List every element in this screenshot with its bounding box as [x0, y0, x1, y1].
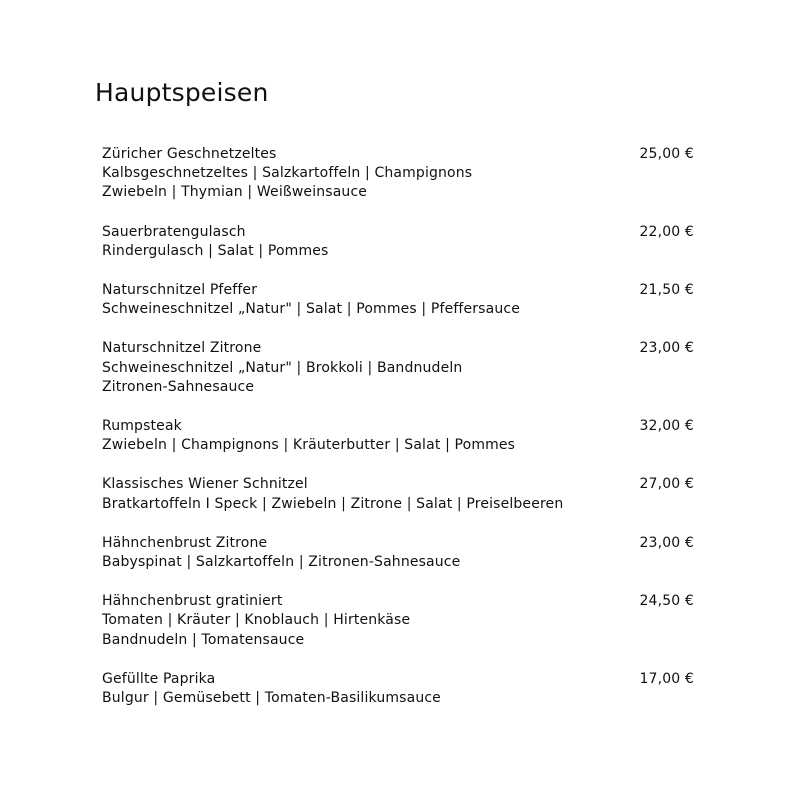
dish-list: [102, 145, 694, 728]
dish-name: Naturschnitzel Pfeffer: [102, 282, 258, 299]
dish-description-line: Zitronen-Sahnesauce: [102, 378, 255, 395]
dish-price: 21,50 €: [639, 282, 694, 299]
dish-description-line: Bratkartoffeln I Speck | Zwiebeln | Zitrone | Salat | Preiselbeeren: [102, 495, 564, 512]
dish-item: [102, 339, 694, 397]
dish-price: 32,00 €: [639, 418, 694, 435]
dish-name: Züricher Geschnetzeltes: [102, 146, 277, 162]
dish-name: Naturschnitzel Zitrone: [102, 340, 262, 357]
dish-description-line: Schweineschnitzel „Natur" | Salat | Pommes | Pfeffersauce: [102, 301, 520, 318]
dish-item: [102, 475, 694, 513]
dish-description-line: Rindergulasch | Salat | Pommes: [102, 242, 329, 259]
dish-description-line: Bandnudeln | Tomatensauce: [102, 631, 305, 648]
dish-name: Rumpsteak: [102, 418, 182, 435]
dish-price: 22,00 €: [639, 223, 694, 240]
dish-description-line: Kalbsgeschnetzeltes | Salzkartoffeln | Champignons: [102, 165, 473, 182]
dish-price: 24,50 €: [639, 593, 694, 610]
dish-name: Sauerbratengulasch: [102, 223, 246, 240]
page-title: Hauptspeisen: [95, 78, 269, 107]
dish-name: Hähnchenbrust Zitrone: [102, 534, 268, 551]
dish-item: [102, 281, 694, 319]
dish-description-line: Schweineschnitzel „Natur" | Brokkoli | Bandnudeln: [102, 359, 463, 376]
dish-description-line: Zwiebeln | Thymian | Weißweinsauce: [102, 184, 368, 201]
dish-item: [102, 223, 694, 261]
dish-name: Gefüllte Paprika: [102, 670, 216, 687]
dish-description-line: Babyspinat | Salzkartoffeln | Zitronen-Sahnesauce: [102, 554, 461, 571]
dish-item: [102, 592, 694, 650]
dish-name: Hähnchenbrust gratiniert: [102, 593, 283, 610]
dish-price: 25,00 €: [639, 146, 694, 162]
dish-item: [102, 417, 694, 455]
dish-price: 17,00 €: [639, 670, 694, 687]
dish-description-line: Zwiebeln | Champignons | Kräuterbutter | Salat | Pommes: [102, 437, 516, 454]
dish-item: [102, 534, 694, 572]
dish-price: 23,00 €: [639, 340, 694, 357]
dish-item: [102, 145, 694, 203]
dish-price: 27,00 €: [639, 476, 694, 493]
dish-item: [102, 670, 694, 708]
dish-description-line: Bulgur | Gemüsebett | Tomaten-Basilikumsauce: [102, 690, 441, 707]
dish-description-line: Tomaten | Kräuter | Knoblauch | Hirtenkäse: [102, 612, 411, 629]
dish-name: Klassisches Wiener Schnitzel: [102, 476, 308, 493]
dish-price: 23,00 €: [639, 534, 694, 551]
